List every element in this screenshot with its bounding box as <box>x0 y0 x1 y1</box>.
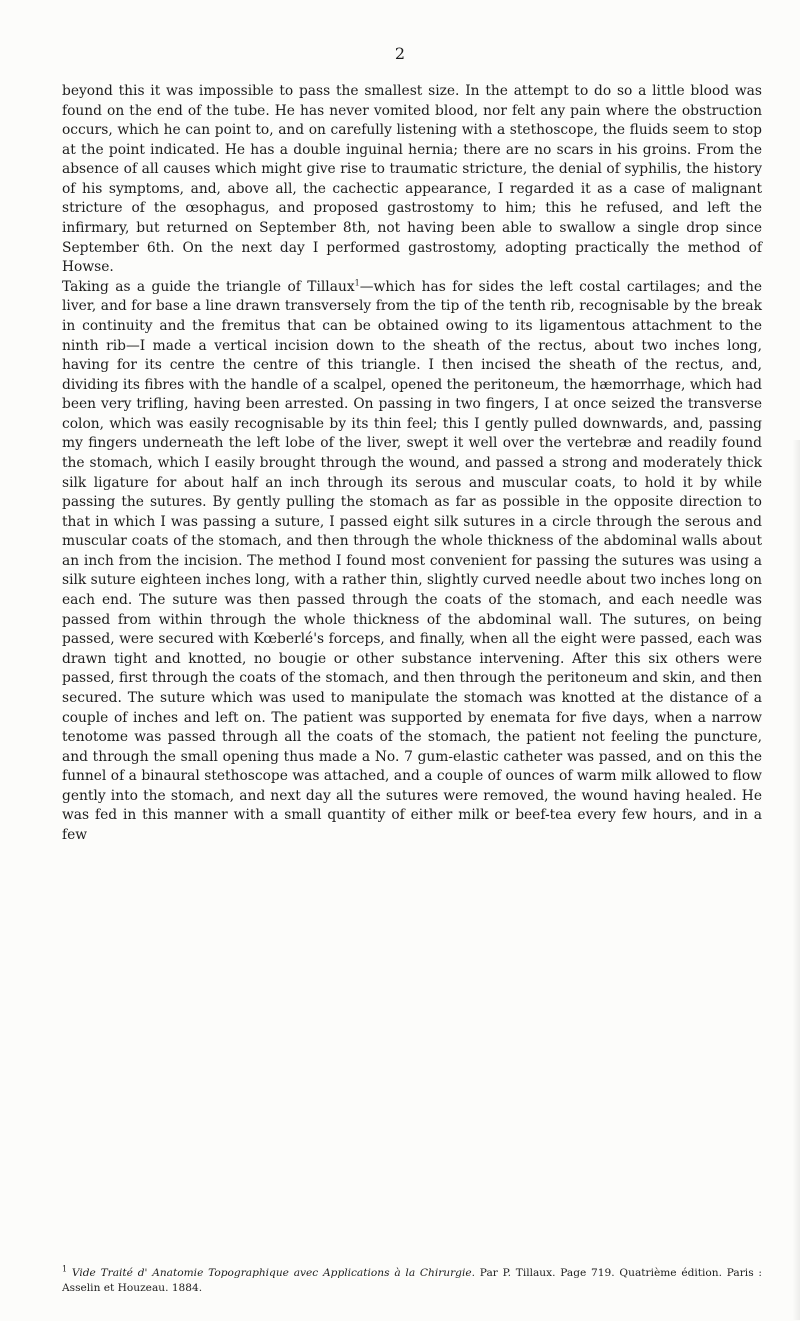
footnote-reference: 1 <box>354 278 360 288</box>
paragraph-2 <box>62 278 762 846</box>
page-edge-shadow <box>792 440 800 1320</box>
footnote-citation: Vide Traité d' Anatomie Topographique avec Applications à la Chirurgie. <box>71 1267 475 1279</box>
footnote-marker: 1 <box>62 1264 68 1274</box>
paragraph-2-text: Taking as a guide the triangle of Tillaux$^1$—which has for sides the left costal cartilages; and the liver, and for base a line drawn transversely from the tip of the tenth rib, recognisable by the break in continuity and the fremitus that can be obtained owing to its ligamentous attachment to the ninth rib—I made a vertical incision down to the sheath of the rectus, about two inches long, having for its centre the centre of this triangle. I then incised the sheath of the rectus, and, dividing its fibres with the handle of a scalpel, opened the peritoneum, the hæmorrhage, which had been very trifling, having been arrested. On passing in two fingers, I at once seized the transverse colon, which was easily recognisable by its thin feel; this I gently pulled downwards, and, passing my fingers underneath the left lobe of the liver, swept it well over the vertebræ and readily found the stomach, which I easily brought through the wound, and passed a strong and moderately thick silk ligature for about half an inch through its serous and muscular coats, to hold it by while passing the sutures. By gently pulling the stomach as far as possible in the opposite direction to that in which I was passing a suture, I passed eight silk sutures in a circle through the serous and muscular coats of the stomach, and then through the whole thickness of the abdominal walls about an inch from the incision. The method I found most convenient for passing the sutures was using a silk suture eighteen inches long, with a rather thin, slightly curved needle about two inches long on each end. The suture was then passed through the coats of the stomach, and each needle was passed from within through the whole thickness of the abdominal wall. The sutures, on being passed, were secured with Kœberlé's forceps, and finally, when all the eight were passed, each was drawn tight and knotted, no bougie or other substance intervening. After this six others were passed, first through the coats of the stomach, and then through the peritoneum and skin, and then secured. The suture which was used to manipulate the stomach was knotted at the distance of a couple of inches and left on. The patient was supported by enemata for five days, when a narrow tenotome was passed through all the coats of the stomach, the patient not feeling the puncture, and through the small opening thus made a No. 7 gum-elastic catheter was passed, and on this the funnel of a binaural stethoscope was attached, and a couple of ounces of warm milk allowed to flow gently into the stomach, and next day all the sutures were removed, the wound having healed. He was fed in this manner with a small quantity of either milk or beef-tea every few hours, and in a few <box>62 278 762 843</box>
footnote-details: Par P. Tillaux. Page 719. Quatrième édition. Paris : Asselin et Houzeau. 1884. <box>62 1267 762 1294</box>
page-number: 2 <box>394 44 406 63</box>
paragraph-1: beyond this it was impossible to pass the smallest size. In the attempt to do so a little blood was found on the end of the tube. He has never vomited blood, nor felt any pain where the obstruction occurs, which he can point to, and on carefully listening with a stethoscope, the fluids seem to stop at the point indicated. He has a double inguinal hernia; there are no scars in his groins. From the absence of all causes which might give rise to traumatic stricture, the denial of syphilis, the history of his symptoms, and, above all, the cachectic appearance, I regarded it as a case of malignant stricture of the œsophagus, and proposed gastrostomy to him; this he refused, and left the infirmary, but returned on September 8th, not having been able to swallow a single drop since September 6th. On the next day I performed gastrostomy, adopting practically the method of Howse. <box>62 83 762 276</box>
body-text <box>62 82 762 846</box>
footnote <box>62 1266 762 1296</box>
